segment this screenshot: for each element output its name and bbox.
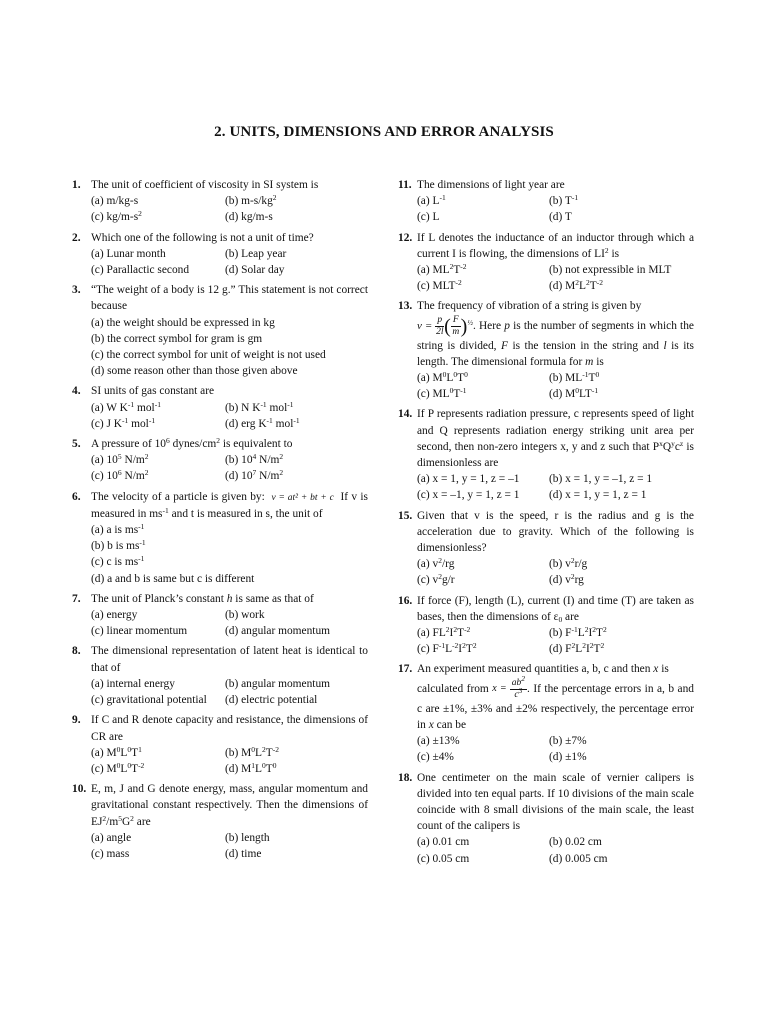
option-b: (b) x = 1, y = –1, z = 1 [549, 473, 653, 486]
option-c: (c) 0.05 cm [417, 852, 470, 865]
option-c: (c) c is $ms^{-1}$ [91, 554, 145, 569]
option-d: (d) erg $K^{-1}$ mol$^{-1}$ [225, 415, 300, 430]
option-b: (b) $m-s/kg^2$ [225, 193, 277, 208]
option-a: (a) $10^5$ $N/m^2$ [91, 452, 149, 467]
option-a: (a) $FL^2I^2T^{-2}$ [417, 625, 471, 640]
option-c: (c) mass [91, 847, 130, 860]
velocity-formula: v = at² + bt + c [271, 492, 334, 503]
option-a: (a) m/kg-s [91, 195, 139, 208]
option-a: (a) the weight should be expressed in kg [91, 316, 275, 329]
option-c: (c) x = –1, y = 1, z = 1 [417, 489, 520, 502]
option-d: (d) $M^0LT^{-1}$ [549, 386, 599, 401]
option-a: (a) Lunar month [91, 247, 166, 260]
question-7: 7. The unit of Planck’s constant h is same as that of (a) energy (b) work (c) linear momentum (d) angular momentum [72, 591, 368, 640]
question-6: 6. The velocity of a particle is given by: v = at² + bt + c If v is measured in $ms^{-1}$ and t is measured in s, the unit of (a) a is $ms^{-1}$ (b) b is $ms^{-1}$ (c) c is $ms^{-1}$ (d) a and b is same but c is different [72, 489, 368, 587]
option-c: (c) $MLT^{-2}$ [417, 278, 462, 293]
option-b: (b) length [225, 831, 270, 844]
option-b: (b) $F^{-1}L^2I^2T^2$ [549, 625, 607, 640]
question-17: 17. An experiment measured quantities a, b, c and then x is calculated from x = $\frac{ab^2}{c^3}$ . If the percentage errors in a, b and c are ±1%, ±3% and ±2% respectively, the percentage error in x can be (a) ±13% (b) ±7% (c) ±4% (d) ±1% [398, 661, 694, 765]
option-d: (d) T [549, 211, 572, 224]
option-d: (d) a and b is same but c is different [91, 572, 255, 585]
option-a: (a) ±13% [417, 735, 460, 748]
option-a: (a) $L^{-1}$ [417, 193, 446, 208]
option-d: (d) kg/m-s [225, 211, 273, 224]
option-c: (c) $kg/m-s^2$ [91, 209, 142, 224]
option-b: (b) $M^0L^2T^{-2}$ [225, 744, 279, 759]
option-b: (b) $T^{-1}$ [549, 193, 579, 208]
question-3: 3. “The weight of a body is 12 g.” This statement is not correct because (a) the weight should be expressed in kg (b) the correct symbol for gram is gm (c) the correct symbol for unit of weight is not used (d) some reason other than those given above [72, 282, 368, 379]
question-1: 1. The unit of coefficient of viscosity in SI system is (a) m/kg-s (b) $m-s/kg^2$ (c) $kg/m-s^2$ (d) kg/m-s [72, 177, 368, 226]
option-b: (b) $ML^{-1}T^0$ [549, 370, 600, 385]
option-c: (c) $ML^0T^{-1}$ [417, 386, 467, 401]
frequency-formula: ν = $\frac{p}{2l}$ ( $\frac{F}{m}$ )$^{\frac{1}{2}}$ [417, 314, 473, 338]
question-4: 4. SI units of gas constant are (a) W $K^{-1}$ mol$^{-1}$ (b) N $K^{-1}$ mol$^{-1}$ (c) J $K^{-1}$ mol$^{-1}$ (d) erg $K^{-1}$ mol$^{-1}$ [72, 383, 368, 432]
option-c: (c) ±4% [417, 751, 454, 764]
option-d: (d) time [225, 847, 262, 860]
option-b: (b) ±7% [549, 735, 587, 748]
option-a: (a) x = 1, y = 1, z = –1 [417, 473, 520, 486]
option-b: (b) Leap year [225, 247, 287, 260]
question-16: 16. If force (F), length (L), current (I) and time (T) are taken as bases, then the dimensions of $\varepsilon_0$ are (a) $FL^2I^2T^{-2}$ (b) $F^{-1}L^2I^2T^2$ (c) $F^{-1}L^{-2}I^2T^2$ (d) $F^2L^2I^2T^2$ [398, 593, 694, 658]
option-c: (c) $F^{-1}L^{-2}I^2T^2$ [417, 641, 477, 656]
option-d: (d) 0.005 cm [549, 852, 608, 865]
question-12: 12. If L denotes the inductance of an inductor through which a current I is flowing, the dimensions of $LI^2$ is (a) $ML^2T^{-2}$ (b) not expressible in MLT (c) $MLT^{-2}$ (d) $M^2L^2T^{-2}$ [398, 230, 694, 295]
option-c: (c) the correct symbol for unit of weight is not used [91, 349, 326, 362]
option-a: (a) $v^2/rg$ [417, 556, 455, 571]
option-d: (d) angular momentum [225, 625, 331, 638]
option-d: (d) ±1% [549, 751, 587, 764]
option-c: (c) L [417, 211, 440, 224]
option-c: (c) linear momentum [91, 625, 188, 638]
option-c: (c) Parallactic second [91, 264, 190, 277]
option-b: (b) not expressible in MLT [549, 264, 672, 277]
option-c: (c) $10^6$ $N/m^2$ [91, 468, 149, 483]
option-a: (a) $M^0L^0T^1$ [91, 744, 142, 759]
error-formula: x = $\frac{ab^2}{c^3}$ [492, 673, 525, 700]
option-d: (d) $M^2L^2T^{-2}$ [549, 278, 603, 293]
option-a: (a) energy [91, 609, 138, 622]
option-a: (a) angle [91, 831, 132, 844]
right-column [398, 177, 694, 871]
option-a: (a) $ML^2T^{-2}$ [417, 262, 467, 277]
option-b: (b) 0.02 cm [549, 836, 602, 849]
question-8: 8. The dimensional representation of latent heat is identical to that of (a) internal energy (b) angular momentum (c) gravitational potential (d) electric potential [72, 643, 368, 708]
option-b: (b) b is $ms^{-1}$ [91, 538, 146, 553]
option-c: (c) $v^2g/r$ [417, 572, 455, 587]
option-b: (b) work [225, 609, 265, 622]
option-c: (c) gravitational potential [91, 694, 207, 707]
question-14: 14. If P represents radiation pressure, c represents speed of light and Q represents radiation energy striking unit area per second, then non-zero integers x, y and z such that $P^xQ^yc^z$ is dimensionless are (a) x = 1, y = 1, z = –1 (b) x = 1, y = –1, z = 1 (c) x = –1, y = 1, z = 1 (d) x = 1, y = 1, z = 1 [398, 406, 694, 503]
question-13: 13. The frequency of vibration of a string is given by ν = $\frac{p}{2l}$ ( $\frac{F}{m}$ )$^{\frac{1}{2}}$. Here p is the number of segments in which the string is divided, F is the tension in the string and l is its length. The dimensional formula for m is (a) $M^0L^0T^0$ (b) $ML^{-1}T^0$ (c) $ML^0T^{-1}$ (d) $M^0LT^{-1}$ [398, 298, 694, 402]
question-5: 5. A pressure of $10^6$ dynes/$cm^2$ is equivalent to (a) $10^5$ $N/m^2$ (b) $10^4$ $N/m^2$ (c) $10^6$ $N/m^2$ (d) $10^7$ $N/m^2$ [72, 436, 368, 485]
question-2: 2. Which one of the following is not a unit of time? (a) Lunar month (b) Leap year (c) Parallactic second (d) Solar day [72, 230, 368, 279]
option-a: (a) W $K^{-1}$ mol$^{-1}$ [91, 399, 161, 414]
option-c: (c) $M^0L^0T^{-2}$ [91, 760, 145, 775]
question-18: 18. One centimeter on the main scale of vernier calipers is divided into ten equal parts. If 10 divisions of the main scale coincide with 8 small divisions of the main scale, the least count of the calipers is (a) 0.01 cm (b) 0.02 cm (c) 0.05 cm (d) 0.005 cm [398, 770, 694, 867]
option-b: (b) $10^4$ $N/m^2$ [225, 452, 284, 467]
option-d: (d) some reason other than those given above [91, 365, 298, 378]
option-d: (d) $v^2rg$ [549, 572, 584, 587]
option-b: (b) the correct symbol for gram is gm [91, 332, 263, 345]
question-15: 15. Given that v is the speed, r is the radius and g is the acceleration due to gravity. Which of the following is dimensionless? (a) $v^2/rg$ (b) $v^2r/g$ (c) $v^2g/r$ (d) $v^2rg$ [398, 508, 694, 589]
option-d: (d) $10^7$ $N/m^2$ [225, 468, 284, 483]
page-title: 2. UNITS, DIMENSIONS AND ERROR ANALYSIS [214, 124, 554, 140]
option-a: (a) a is $ms^{-1}$ [91, 522, 145, 537]
option-d: (d) $F^2L^2I^2T^2$ [549, 641, 605, 656]
option-b: (b) $v^2r/g$ [549, 556, 588, 571]
option-a: (a) internal energy [91, 677, 175, 690]
question-11: 11. The dimensions of light year are (a) $L^{-1}$ (b) $T^{-1}$ (c) L (d) T [398, 177, 694, 226]
option-d: (d) $M^1L^0T^0$ [225, 760, 277, 775]
option-d: (d) x = 1, y = 1, z = 1 [549, 489, 647, 502]
option-a: (a) $M^0L^0T^0$ [417, 370, 468, 385]
question-9: 9. If C and R denote capacity and resistance, the dimensions of CR are (a) $M^0L^0T^1$ (b) $M^0L^2T^{-2}$ (c) $M^0L^0T^{-2}$ (d) $M^1L^0T^0$ [72, 712, 368, 777]
option-d: (d) Solar day [225, 264, 285, 277]
question-10: 10. E, m, J and G denote energy, mass, angular momentum and gravitational constant respectively. Then the dimensions of $EJ^2/m^5G^2$ are (a) angle (b) length (c) mass (d) time [72, 781, 368, 862]
option-c: (c) J $K^{-1}$ mol$^{-1}$ [91, 415, 156, 430]
option-b: (b) N $K^{-1}$ mol$^{-1}$ [225, 399, 294, 414]
option-a: (a) 0.01 cm [417, 836, 470, 849]
option-b: (b) angular momentum [225, 677, 331, 690]
option-d: (d) electric potential [225, 694, 318, 707]
left-column [72, 177, 368, 866]
